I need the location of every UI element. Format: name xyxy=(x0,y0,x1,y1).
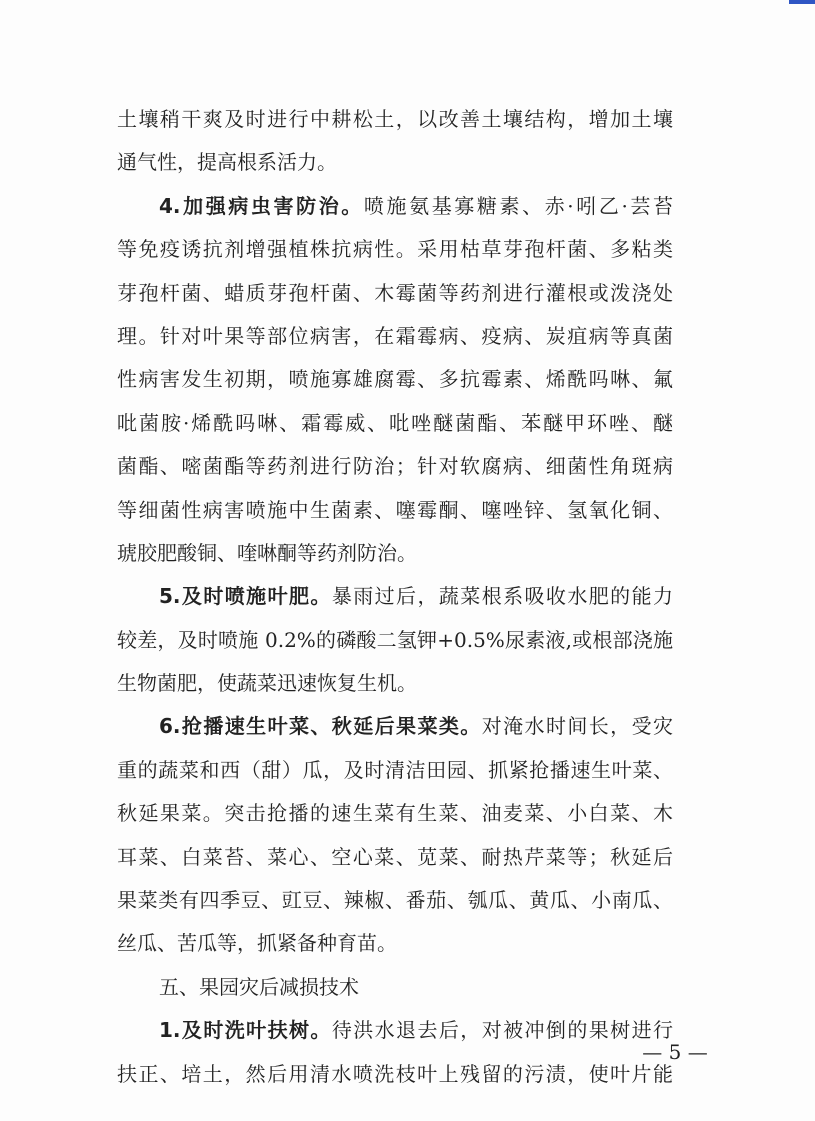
paragraph-line: 生物菌肥，使蔬菜迅速恢复生机。 xyxy=(117,671,417,696)
paragraph-line: 性病害发生初期，喷施寡雄腐霉、多抗霉素、烯酰吗啉、氟 xyxy=(117,367,673,392)
paragraph-text: 喷施氨基寡糖素、赤·吲乙·芸苔 xyxy=(363,193,673,218)
paragraph-text: 暴雨过后，蔬菜根系吸收水肥的能力 xyxy=(331,584,673,609)
paragraph-first-line xyxy=(117,185,673,228)
paragraph-heading: 5.及时喷施叶肥。 xyxy=(159,584,332,609)
paragraph-line: 等免疫诱抗剂增强植株抗病性。采用枯草芽孢杆菌、多粘类 xyxy=(117,237,673,262)
paragraph-line: 芽孢杆菌、蜡质芽孢杆菌、木霉菌等药剂进行灌根或泼浇处 xyxy=(117,280,673,305)
paragraph-line: 等细菌性病害喷施中生菌素、噻霉酮、噻唑锌、氢氧化铜、 xyxy=(117,497,673,522)
paragraph-line: 丝瓜、苦瓜等，抓紧备种育苗。 xyxy=(117,931,397,956)
paragraph-heading: 1.及时洗叶扶树。 xyxy=(159,1018,332,1043)
paragraph-heading: 6.抢播速生叶菜、秋延后果菜类。 xyxy=(159,714,482,739)
paragraph-line: 扶正、培土，然后用清水喷洗枝叶上残留的污渍，使叶片能 xyxy=(117,1061,673,1086)
paragraph-line: 重的蔬菜和西（甜）瓜，及时清洁田园、抓紧抢播速生叶菜、 xyxy=(117,757,673,782)
paragraph-first-line xyxy=(117,575,673,618)
paragraph-line: 较差，及时喷施 0.2%的磷酸二氢钾+0.5%尿素液,或根部浇施 xyxy=(117,627,673,652)
paragraph-first-line xyxy=(117,705,673,748)
paragraph-line: 理。针对叶果等部位病害，在霜霉病、疫病、炭疽病等真菌 xyxy=(117,323,673,348)
paragraph-line: 土壤稍干爽及时进行中耕松土，以改善土壤结构，增加土壤 xyxy=(117,107,673,131)
paragraph-line: 秋延果菜。突击抢播的速生菜有生菜、油麦菜、小白菜、木 xyxy=(117,801,673,826)
paragraph-line: 果菜类有四季豆、豇豆、辣椒、番茄、瓠瓜、黄瓜、小南瓜、 xyxy=(117,888,673,913)
corner-mark xyxy=(789,0,815,4)
paragraph-line: 吡菌胺·烯酰吗啉、霜霉威、吡唑醚菌酯、苯醚甲环唑、醚 xyxy=(117,410,673,435)
paragraph-heading: 4.加强病虫害防治。 xyxy=(159,193,364,218)
paragraph-line: 琥胶肥酸铜、喹啉酮等药剂防治。 xyxy=(117,540,417,565)
page-number: — 5 — xyxy=(642,1040,708,1064)
section-heading: 五、果园灾后减损技术 xyxy=(159,974,359,999)
paragraph-text: 对淹水时间长，受灾 xyxy=(481,714,673,739)
paragraph-line: 耳菜、白菜苔、菜心、空心菜、苋菜、耐热芹菜等；秋延后 xyxy=(117,844,673,869)
body-text xyxy=(117,98,673,1096)
paragraph-line: 菌酯、嘧菌酯等药剂进行防治；针对软腐病、细菌性角斑病 xyxy=(117,454,673,479)
paragraph-first-line xyxy=(117,1009,673,1052)
paragraph-text: 待洪水退去后，对被冲倒的果树进行 xyxy=(331,1018,673,1043)
paragraph-line: 通气性，提高根系活力。 xyxy=(117,150,337,175)
